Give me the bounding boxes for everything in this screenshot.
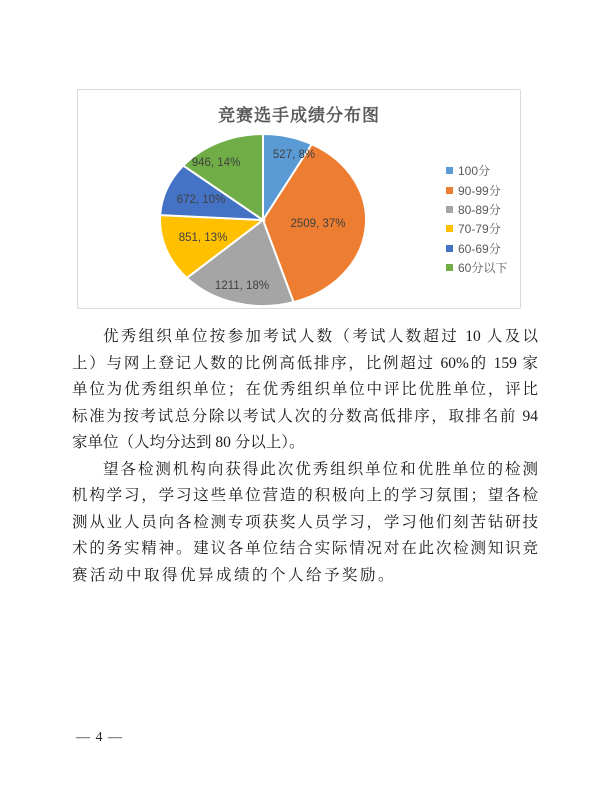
legend-item-2 <box>446 200 507 219</box>
pie-label-0: 527, 8% <box>272 149 316 161</box>
legend-item-3 <box>446 219 507 238</box>
pie-label-5: 946, 14% <box>191 157 241 169</box>
legend-item-5 <box>446 258 507 277</box>
legend-marker-icon <box>446 167 453 174</box>
chart-legend <box>446 161 507 277</box>
score-distribution-chart <box>77 89 521 309</box>
paragraph2-line: 术的务实精神。建议各单位结合实际情况对在此次检测知识竞 <box>72 540 538 557</box>
chart-title: 竞赛选手成绩分布图 <box>218 106 380 125</box>
pie-label-4: 672, 10% <box>176 194 226 206</box>
legend-marker-icon <box>446 187 453 194</box>
legend-item-0 <box>446 161 507 180</box>
paragraph1-line: 上）与网上登记人数的比例高低排序，比例超过 60%的 159 家 <box>72 354 538 372</box>
paragraph1-line: 优秀组织单位按参加考试人数（考试人数超过 10 人及以 <box>103 328 538 345</box>
legend-marker-icon <box>446 264 453 271</box>
paragraph2-line: 测从业人员向各检测专项获奖人员学习，学习他们刻苦钻研技 <box>72 513 538 531</box>
pie-label-2: 1211, 18% <box>214 280 270 292</box>
paragraph2-line: 望各检测机构向获得此次优秀组织单位和优胜单位的检测 <box>103 460 538 478</box>
paragraph2-line: 赛活动中取得优异成绩的个人给予奖励。 <box>72 566 397 584</box>
paragraph2-line: 机构学习，学习这些单位营造的积极向上的学习氛围；望各检 <box>72 487 538 504</box>
legend-item-4 <box>446 239 507 258</box>
legend-item-1 <box>446 180 507 199</box>
paragraph1-line: 标准为按考试总分除以考试人次的分数高低排序，取排名前 94 <box>72 407 538 425</box>
legend-marker-icon <box>446 225 453 232</box>
legend-label: 60分以下 <box>458 261 508 276</box>
legend-label: 80-89分 <box>458 202 501 217</box>
pie-label-3: 851, 13% <box>178 232 228 244</box>
legend-marker-icon <box>446 245 453 252</box>
pie-label-1: 2509, 37% <box>290 218 346 230</box>
legend-label: 60-69分 <box>458 241 501 256</box>
paragraph1-line: 家单位（人均分达到 80 分以上）。 <box>72 434 305 451</box>
legend-label: 90-99分 <box>458 183 501 198</box>
paragraph1-line: 单位为优秀组织单位；在优秀组织单位中评比优胜单位，评比 <box>72 381 538 398</box>
legend-label: 70-79分 <box>458 222 501 237</box>
legend-label: 100分 <box>458 164 491 179</box>
legend-marker-icon <box>446 206 453 213</box>
page-number: — 4 — <box>76 730 123 745</box>
body-text <box>72 324 538 589</box>
